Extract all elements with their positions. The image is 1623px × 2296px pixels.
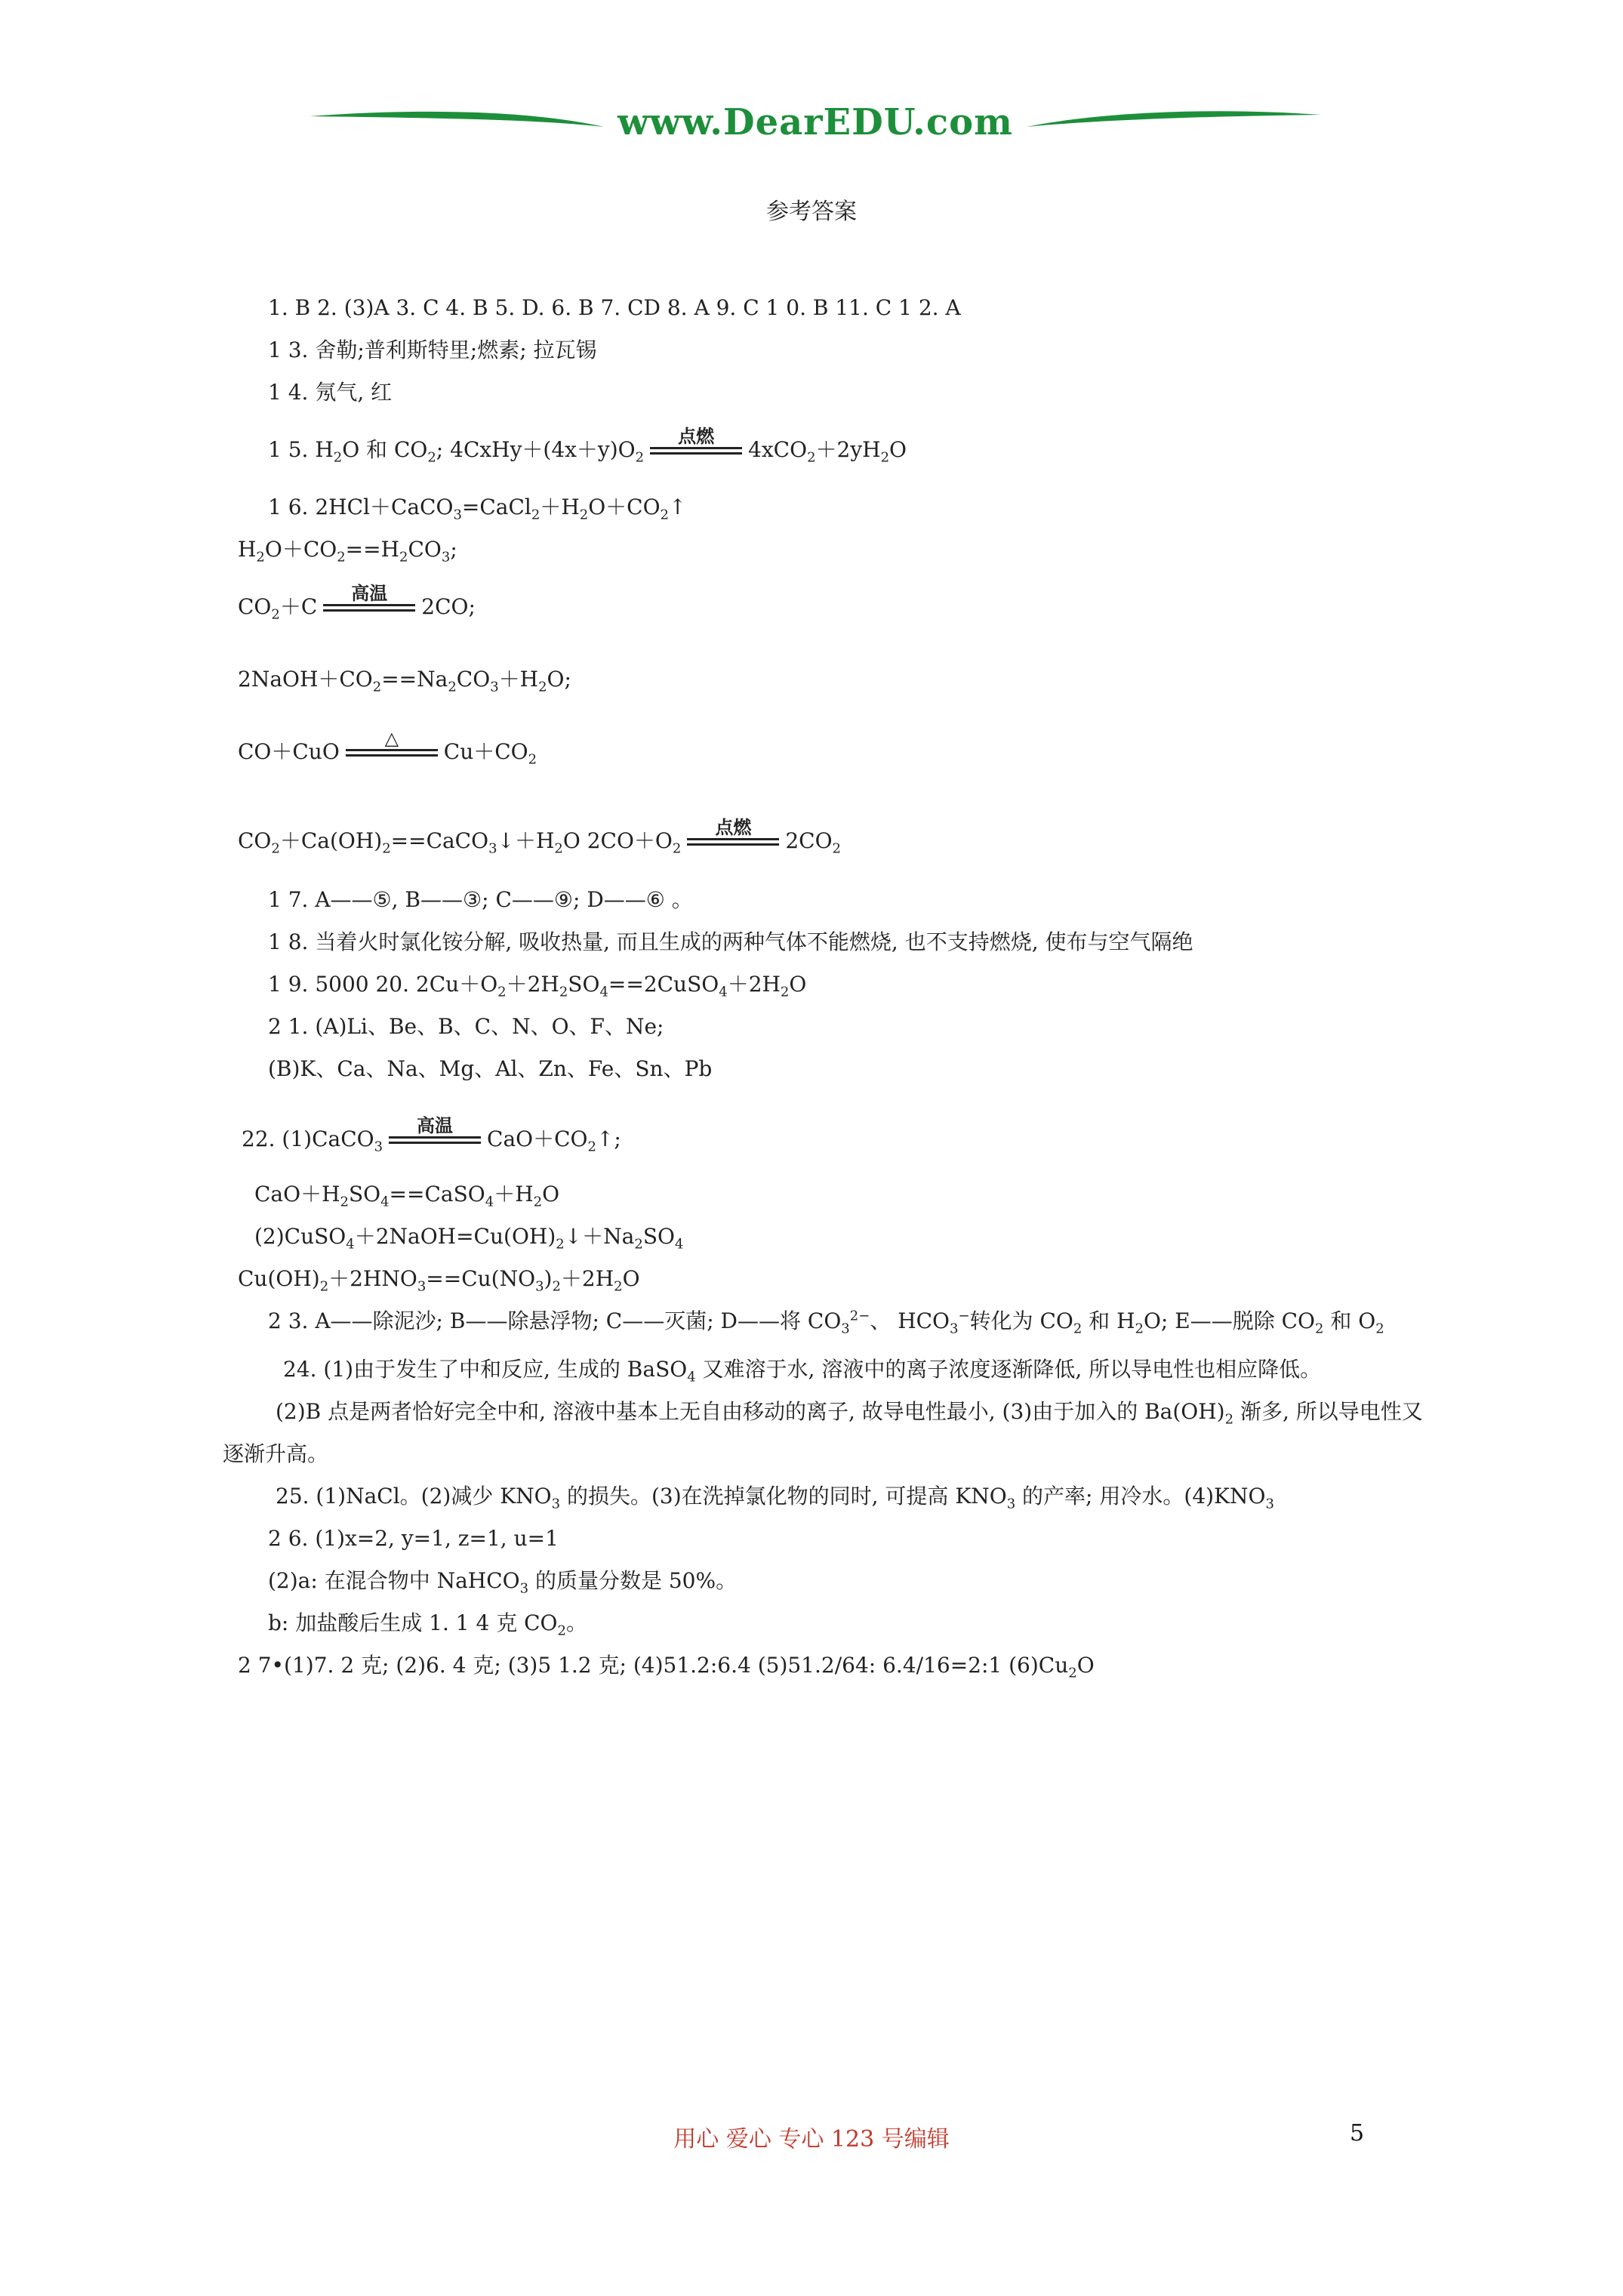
answer-line-24a: 24. (1)由于发生了中和反应, 生成的 BaSO$_4$ 又难溶于水, 溶液中的离子浓度逐渐降低, 所以导电性也相应降低。 [283,1357,1322,1385]
page-header [310,97,1321,157]
answer-line-22b: $CaO+H_2SO_4==CaSO_4+H_2O$ [254,1182,560,1210]
answer-line-27: 2 7•(1)7. 2 克; (2)6. 4 克; (3)5 1.2 克; (4)51.2:6.4 (5)51.2/64: 6.4/16=2:1 $(6)Cu_2O$ [238,1653,1095,1681]
reaction-condition-ignite: 点燃 [647,444,745,459]
answer-line-15: 1 5. $H_2O$ 和 $CO_2$; $4CxHy+(4x+y)O_2$ 点燃 $4xCO_2+2yH_2O$ [268,425,907,466]
answer-line-26c: b: 加盐酸后生成 1. 1 4 克 $CO_2$。 [268,1610,587,1639]
answer-line-16: 1 6. $2HCl+CaCO_3=CaCl_2+H_2O+CO_2↑$ [268,495,687,523]
reaction-condition-ignite: 点燃 [684,835,782,850]
reaction-condition-heat: △ [343,746,441,761]
answer-line-18: 1 8. 当着火时氯化铵分解, 吸收热量, 而且生成的两种气体不能燃烧, 也不支持燃烧, 使布与空气隔绝 [268,929,1193,954]
equation-cuo-reduction: CO＋CuO △ $Cu+CO_2$ [238,727,537,768]
answer-line-23: 2 3. A——除泥沙; B——除悬浮物; C——灭菌; D——将 $CO_3^{2-}$、 $HCO_3^-$转化为 $CO_2$ 和 $H_2O$; E——脱除 $CO_2$ 和 $O_2$ [268,1308,1384,1337]
answer-line-22d: $Cu(OH)_2+2HNO_3==Cu(NO_3)_2+2H_2O$ [238,1266,640,1295]
page-footer: 用心 爱心 专心 123 号编辑 [673,2126,950,2153]
reaction-condition-high-temp: 高温 [320,601,418,616]
equation-carbonic-acid: $H_2O+CO_2==H_2CO_3$; [238,537,457,566]
answer-line-26b: (2)a: 在混合物中 NaHCO$_3$ 的质量分数是 50%。 [268,1568,738,1597]
answer-line-13: 1 3. 舍勒;普利斯特里;燃素; 拉瓦锡 [268,337,597,362]
answer-line-24b: (2)B 点是两者恰好完全中和, 溶液中基本上无自由移动的离子, 故导电性最小, (3)由于加入的 $Ba(OH)_2$ 渐多, 所以导电性又逐渐升高。 [223,1399,1423,1466]
answer-line-21b: (B)K、Ca、Na、Mg、Al、Zn、Fe、Sn、Pb [268,1056,713,1081]
answer-line-22c: $(2)CuSO_4+2NaOH=Cu(OH)_2↓+Na_2SO_4$ [254,1224,684,1253]
page-number: 5 [1350,2120,1365,2147]
answer-line-22a: 22. (1)CaCO$_3$ 高温 $CaO+CO_2↑$; [242,1114,621,1155]
site-name: www.DearEDU.com [617,101,1013,143]
equation-carbon-reduction: $CO_2+C$ 高温 2CO; [238,582,476,623]
answer-line-14: 1 4. 氖气, 红 [268,380,393,405]
answer-line-19-20: 1 9. 5000 20. $2Cu+O_2+2H_2SO_4==2CuSO_4+2H_2O$ [268,972,807,1000]
equation-naoh: $2NaOH+CO_2==Na_2CO_3+H_2O$; [238,667,571,695]
answer-line-25: 25. (1)NaCl。(2)减少 $KNO_3$ 的损失。(3)在洗掉氯化物的同时, 可提高 $KNO_3$ 的产率; 用冷水。$(4)KNO_3$ [276,1484,1274,1512]
answer-line-17: 1 7. A——⑤, B——③; C——⑨; D——⑥ 。 [268,887,693,912]
answer-line-26a: 2 6. (1)x=2, y=1, z=1, u=1 [268,1526,559,1551]
answer-line-1-12: 1. B 2. (3)A 3. C 4. B 5. D. 6. B 7. CD 8. A 9. C 1 0. B 11. C 1 2. A [268,295,961,320]
reaction-condition-high-temp: 高温 [386,1133,484,1148]
answer-content [223,287,1423,1687]
page-title: 参考答案 [766,199,857,225]
answer-line-21a: 2 1. (A)Li、Be、B、C、N、O、F、Ne; [268,1014,664,1039]
equation-limewater-co-combustion: $CO_2+Ca(OH)_2==CaCO_3↓+H_2O$ $2CO+O_2$ 点燃 $2CO_2$ [238,816,841,857]
